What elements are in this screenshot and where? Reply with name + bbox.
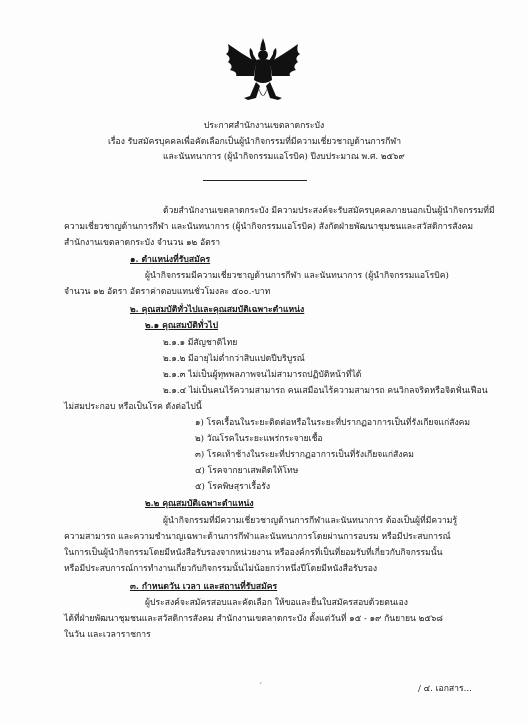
disease-item: ๒) วัณโรคในระยะแพร่กระจายเชื้อ	[195, 434, 323, 444]
section-3-line: ในวัน และเวลาราชการ	[64, 630, 151, 640]
intro-line-2: ความเชี่ยวชาญด้านการกีฬา และนันทนาการ (ผู้นำกิจกรรมแอโรบิค) สังกัดฝ่ายพัฒนาชุมชนและสวัสดิการสังคม	[64, 222, 474, 232]
garuda-emblem-icon	[222, 36, 304, 110]
intro-line-1: ด้วยสำนักงานเขตลาดกระบัง มีความประสงค์จะรับสมัครบุคคลภายนอกเป็นผู้นำกิจกรรมที่มี	[163, 206, 495, 216]
section-2-2-heading: ๒.๒ คุณสมบัติเฉพาะตำแหน่ง	[145, 499, 254, 509]
agency-title: ประกาศสำนักงานเขตลาดกระบัง	[203, 121, 325, 131]
qualification-item: ๒.๑.๑ มีสัญชาติไทย	[163, 338, 238, 348]
qualification-item: ๒.๑.๒ มีอายุไม่ต่ำกว่าสิบแปดปีบริบูรณ์	[163, 354, 305, 364]
disease-item: ๑) โรคเรื้อนในระยะติดต่อหรือในระยะที่ปรากฏอาการเป็นที่รังเกียจแก่สังคม	[195, 418, 471, 428]
specific-line: ในการเป็นผู้นำกิจกรรมโดยมีหนังสือรับรองจากหน่วยงาน หรือองค์กรที่เป็นที่ยอมรับที่เกี่ยวกับกิจกรรมนั้น	[64, 548, 443, 558]
section-3-heading: ๓. กำหนดวัน เวลา และสถานที่รับสมัคร	[130, 582, 278, 592]
disease-item: ๓) โรคเท้าช้างในระยะที่ปรากฏอาการเป็นที่รังเกียจแก่สังคม	[195, 450, 414, 460]
section-2-1-heading: ๒.๑ คุณสมบัติทั่วไป	[145, 321, 219, 331]
qualification-item: ๒.๑.๔ ไม่เป็นคนไร้ความสามารถ คนเสมือนไร้ความสามารถ คนวิกลจริตหรือจิตฟั่นเฟือน	[163, 386, 488, 396]
disease-item: ๕) โรคพิษสุราเรื้อรัง	[195, 482, 271, 492]
section-2-heading: ๒. คุณสมบัติทั่วไปและคุณสมบัติเฉพาะตำแหน่ง	[130, 305, 305, 315]
section-3-line: ผู้ประสงค์จะสมัครสอบและคัดเลือก ให้ขอและยื่นใบสมัครสอบด้วยตนเอง	[145, 598, 408, 608]
specific-line: หรือมีประสบการณ์การทำงานเกี่ยวกับกิจกรรมนั้นไม่น้อยกว่าหนึ่งปีโดยมีหนังสือรับรอง	[64, 564, 378, 574]
section-3-line: ได้ที่ฝ่ายพัฒนาชุมชนและสวัสดิการสังคม สำนักงานเขตลาดกระบัง ตั้งแต่วันที่ ๑๕ - ๑๙ กันยายน ๒๕๖๘	[64, 614, 443, 624]
disease-item: ๔) โรคจากยาเสพติดให้โทษ	[195, 466, 299, 476]
subject-line-1: เรื่อง รับสมัครบุคคลเพื่อคัดเลือกเป็นผู้นำกิจกรรมที่มีความเชี่ยวชาญด้านการกีฬา	[108, 137, 402, 147]
specific-line: ผู้นำกิจกรรมที่มีความเชี่ยวชาญด้านการกีฬาและนันทนาการ ต้องเป็นผู้ที่มีความรู้	[163, 516, 458, 526]
header-divider	[203, 180, 307, 181]
continue-marker: / ๔. เอกสาร...	[418, 684, 472, 694]
intro-line-3: สำนักงานเขตลาดกระบัง จำนวน ๑๒ อัตรา	[64, 238, 221, 248]
qualification-item-continued: ไม่สมประกอบ หรือเป็นโรค ดังต่อไปนี้	[64, 402, 202, 412]
section-1-heading: ๑. ตำแหน่งที่รับสมัคร	[130, 255, 211, 265]
section-1-line-2: จำนวน ๑๒ อัตรา อัตราค่าตอบแทนชั่วโมงละ ๕๐๐.-บาท	[64, 287, 271, 297]
subject-line-2: และนันทนาการ (ผู้นำกิจกรรมแอโรบิค) ปีงบประมาณ พ.ศ. ๒๕๖๙	[163, 152, 405, 162]
section-1-line-1: ผู้นำกิจกรรมมีความเชี่ยวชาญด้านการกีฬา และนันทนาการ (ผู้นำกิจกรรมแอโรบิค)	[145, 271, 449, 281]
specific-line: ความสามารถ และความชำนาญเฉพาะด้านการกีฬาและนันทนาการโดยผ่านการอบรม หรือมีประสบการณ์	[64, 532, 451, 542]
stray-mark: ˊ	[258, 683, 263, 693]
qualification-item: ๒.๑.๓ ไม่เป็นผู้ทุพพลภาพจนไม่สามารถปฏิบัติหน้าที่ได้	[163, 370, 362, 380]
